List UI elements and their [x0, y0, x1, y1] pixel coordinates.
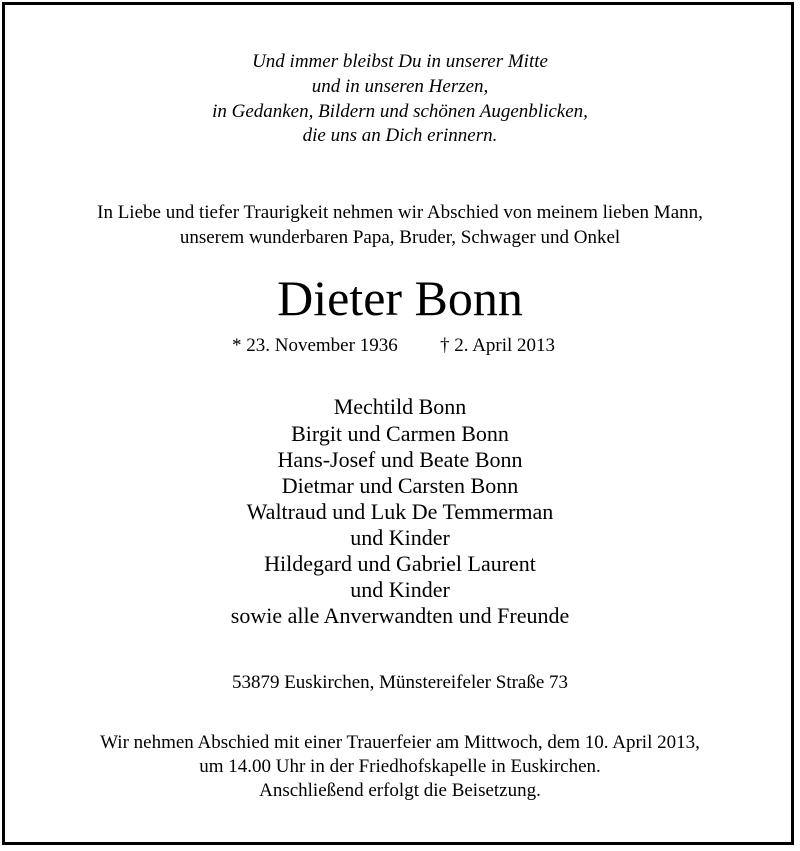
mourner-line: Dietmar und Carsten Bonn	[281, 473, 519, 498]
intro-line: unserem wunderbaren Papa, Bruder, Schwager und Onkel	[179, 227, 621, 248]
intro-line: In Liebe und tiefer Traurigkeit nehmen wir Abschied von meinem lieben Mann,	[97, 202, 703, 223]
mourner-line: sowie alle Anverwandten und Freunde	[230, 603, 570, 628]
service-line: Wir nehmen Abschied mit einer Trauerfeier am Mittwoch, dem 10. April 2013,	[100, 732, 700, 753]
mourner-line: Hildegard und Gabriel Laurent	[264, 551, 536, 576]
mourner-line: Mechtild Bonn	[333, 394, 467, 419]
life-dates	[0, 336, 800, 358]
death-date: † 2. April 2013	[440, 335, 556, 356]
service-line: um 14.00 Uhr in der Friedhofskapelle in Euskirchen.	[199, 756, 601, 777]
birth-date: * 23. November 1936	[232, 335, 398, 356]
verse-line: und in unseren Herzen,	[311, 76, 489, 97]
service-line: Anschließend erfolgt die Beisetzung.	[259, 780, 541, 801]
verse-line: die uns an Dich erinnern.	[302, 125, 498, 146]
mourner-line: Waltraud und Luk De Temmerman	[246, 499, 554, 524]
address: 53879 Euskirchen, Münstereifeler Straße 73	[231, 672, 569, 693]
mourner-line: und Kinder	[350, 525, 450, 550]
verse-line: Und immer bleibst Du in unserer Mitte	[252, 51, 548, 72]
deceased-name: Dieter Bonn	[277, 270, 523, 326]
verse-line: in Gedanken, Bildern und schönen Augenblicken,	[212, 101, 588, 122]
mourner-line: Hans-Josef und Beate Bonn	[277, 447, 523, 472]
mourner-line: und Kinder	[350, 577, 450, 602]
mourner-line: Birgit und Carmen Bonn	[291, 421, 509, 446]
